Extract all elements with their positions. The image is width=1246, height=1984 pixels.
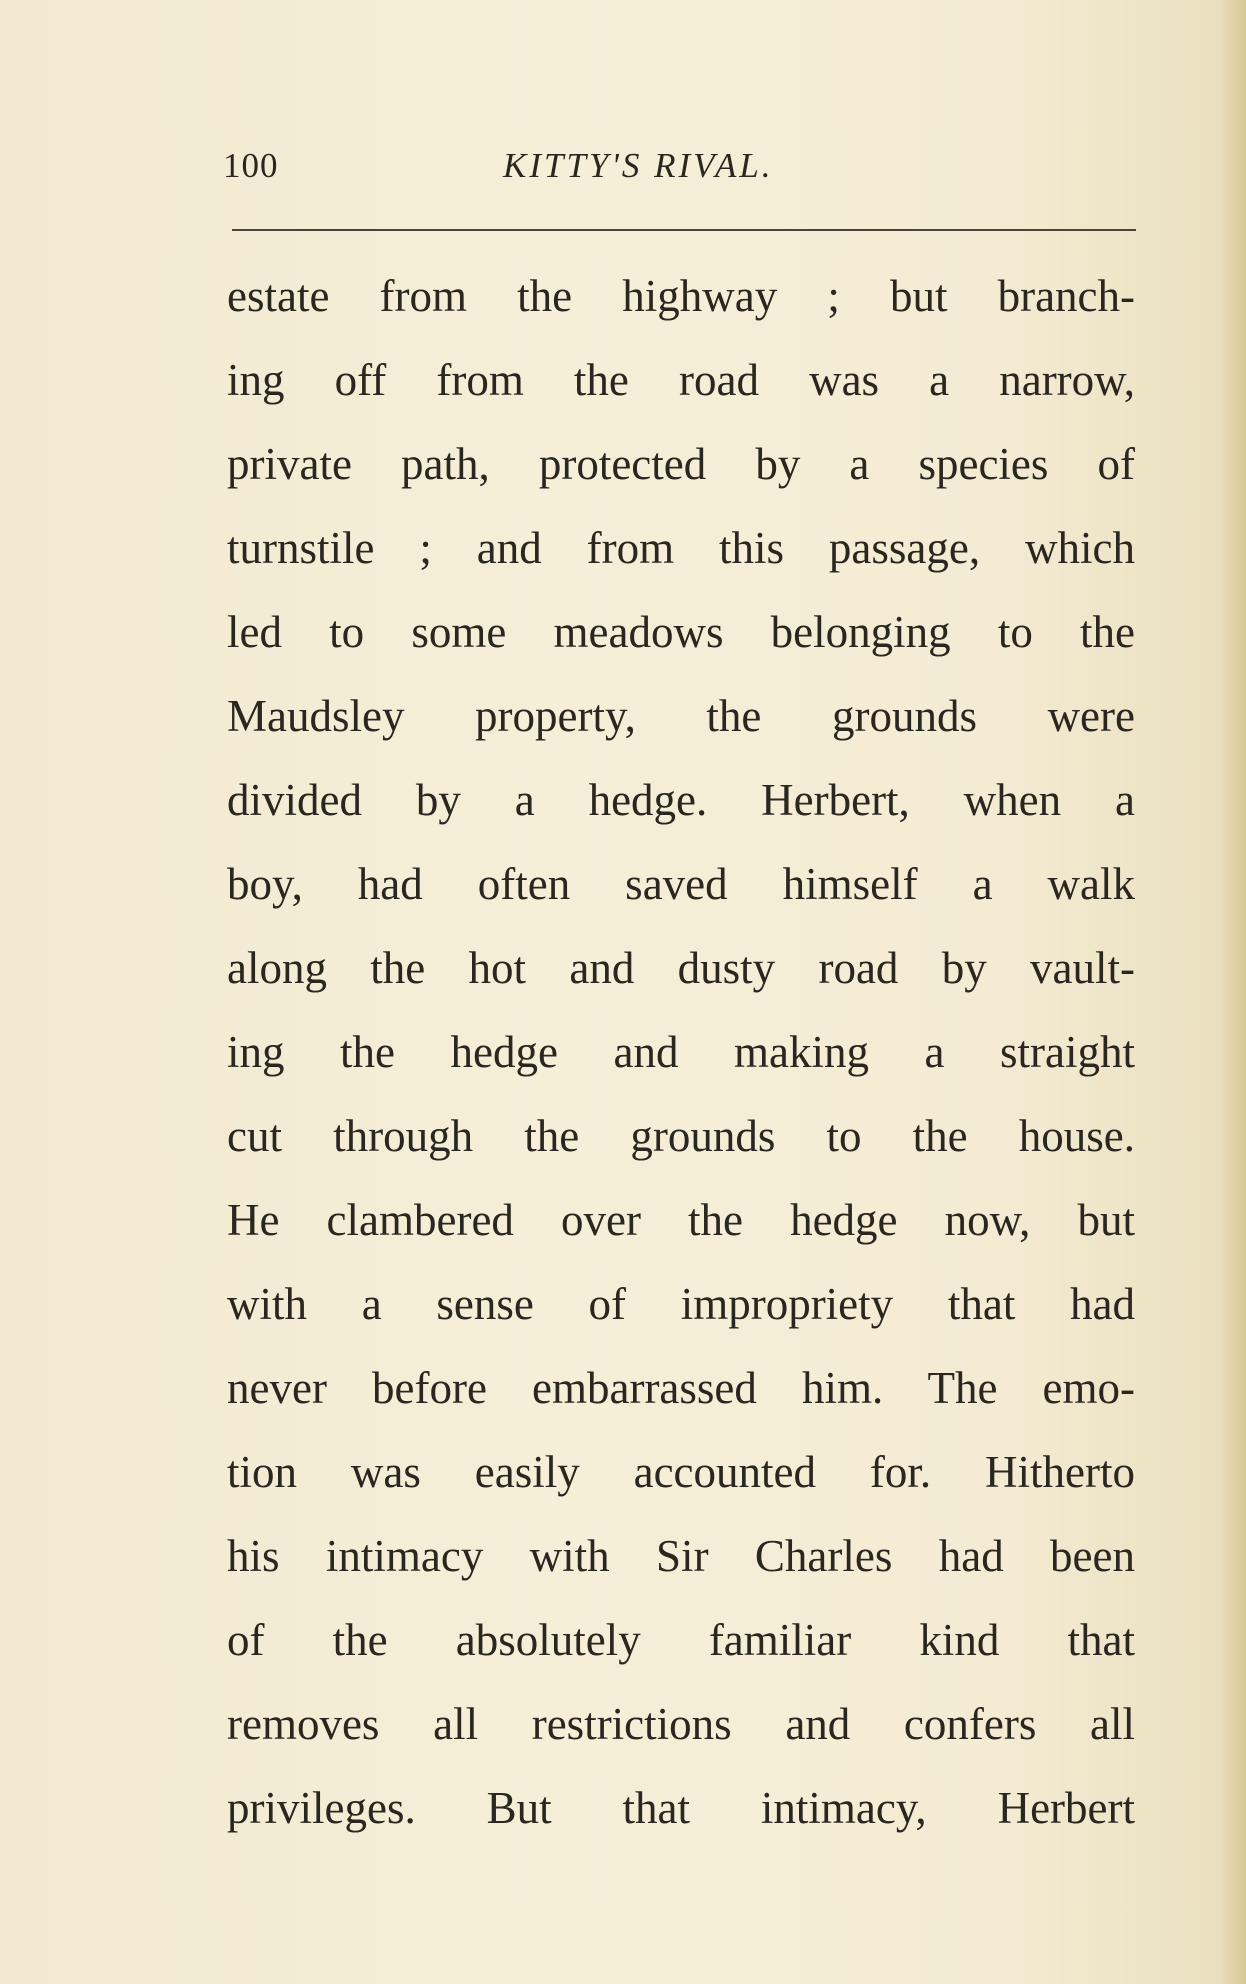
text-line: removes all restrictions and confers all (227, 1699, 1135, 1749)
text-line: of the absolutely familiar kind that (227, 1615, 1135, 1665)
text-line: boy, had often saved himself a walk (227, 859, 1135, 909)
body-text (227, 263, 1135, 1859)
text-line: led to some meadows belonging to the (227, 607, 1135, 657)
page-edge-shadow (1218, 0, 1246, 1984)
text-line: estate from the highway ; but branch- (227, 271, 1135, 321)
text-line: private path, protected by a species of (227, 439, 1135, 489)
text-line: cut through the grounds to the house. (227, 1111, 1135, 1161)
text-line: tion was easily accounted for. Hitherto (227, 1447, 1135, 1497)
running-title: KITTY'S RIVAL. (503, 146, 774, 185)
text-line: Maudsley property, the grounds were (227, 691, 1135, 741)
text-line: ing the hedge and making a straight (227, 1027, 1135, 1077)
header-rule (232, 229, 1136, 231)
text-line: divided by a hedge. Herbert, when a (227, 775, 1135, 825)
running-header (223, 146, 1135, 196)
text-line: turnstile ; and from this passage, which (227, 523, 1135, 573)
text-line: privileges. But that intimacy, Herbert (227, 1783, 1135, 1833)
text-line: his intimacy with Sir Charles had been (227, 1531, 1135, 1581)
text-line: never before embarrassed him. The emo- (227, 1363, 1135, 1413)
text-line: He clambered over the hedge now, but (227, 1195, 1135, 1245)
text-line: along the hot and dusty road by vault- (227, 943, 1135, 993)
text-line: with a sense of impropriety that had (227, 1279, 1135, 1329)
text-line: ing off from the road was a narrow, (227, 355, 1135, 405)
page-number: 100 (223, 146, 279, 185)
